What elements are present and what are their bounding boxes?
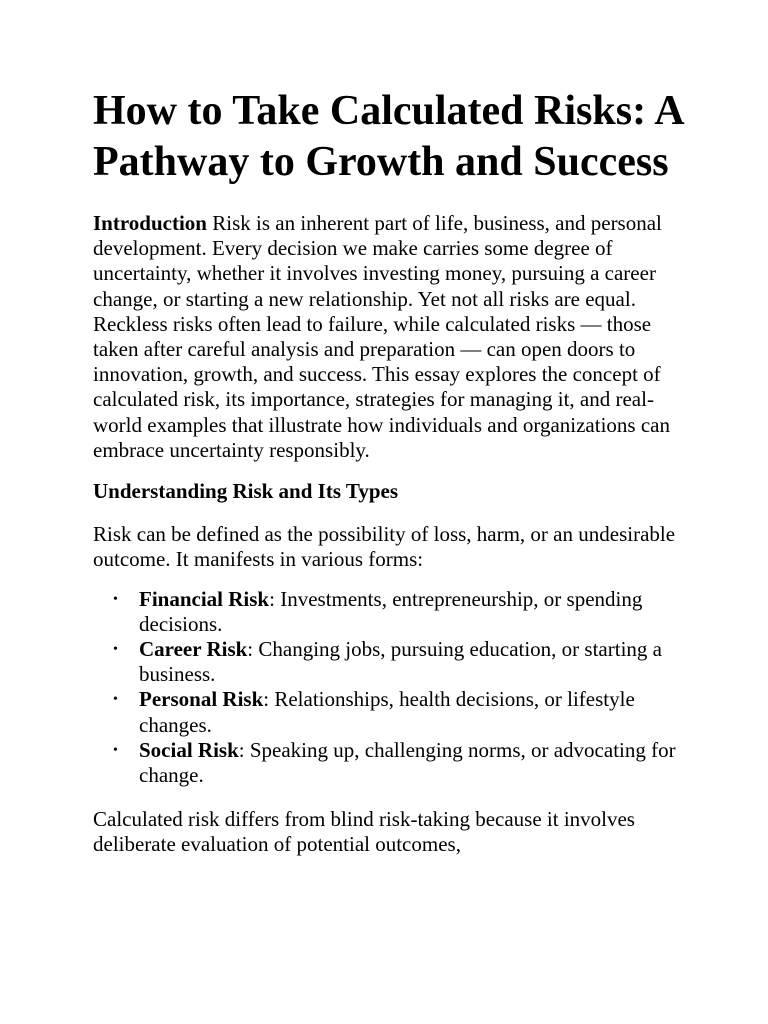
section-lead-paragraph: Risk can be defined as the possibility of loss, harm, or an undesirable outcome. It manifests in various forms: bbox=[93, 522, 676, 572]
list-item-social-risk bbox=[113, 737, 683, 788]
list-item-financial-risk bbox=[113, 586, 683, 637]
document-title: How to Take Calculated Risks: A Pathway to Growth and Success bbox=[93, 88, 683, 185]
intro-label: Introduction bbox=[93, 211, 207, 235]
list-item-desc: : Relationships, health decisions, or lifestyle changes. bbox=[139, 687, 635, 737]
risk-types-list bbox=[93, 587, 683, 789]
list-item-personal-risk bbox=[113, 687, 683, 737]
list-item-term: Financial Risk bbox=[139, 586, 270, 611]
intro-paragraph bbox=[93, 211, 683, 463]
list-item-desc: : Changing jobs, pursuing education, or starting a business. bbox=[139, 637, 662, 687]
bullet-icon: • bbox=[113, 642, 118, 658]
bullet-icon: • bbox=[113, 692, 118, 708]
intro-text: Risk is an inherent part of life, business, and personal development. Every decision we make carries some degree of uncertainty, whether it involves investing money, pursuing a career change, or starting a new relationship. Yet not all risks are equal. Reckless risks often lead to failure, while calculated risks — those taken after careful analysis and preparation — can open doors to innovation, growth, and success. This essay explores the concept of calculated risk, its importance, strategies for managing it, and real-world examples that illustrate how individuals and organizations can embrace uncertainty responsibly. bbox=[93, 211, 670, 462]
document-page bbox=[93, 86, 683, 858]
list-item-desc: : Speaking up, challenging norms, or advocating for change. bbox=[139, 737, 676, 788]
bullet-icon: • bbox=[113, 742, 118, 758]
bullet-icon: • bbox=[113, 591, 118, 607]
list-item-term: Social Risk bbox=[139, 737, 239, 762]
list-item-desc: : Investments, entrepreneurship, or spending decisions. bbox=[139, 586, 643, 636]
list-item-term: Career Risk bbox=[139, 637, 248, 662]
section-heading: Understanding Risk and Its Types bbox=[93, 479, 398, 504]
list-item-term: Personal Risk bbox=[139, 687, 264, 712]
list-item-career-risk bbox=[113, 637, 683, 687]
closing-paragraph: Calculated risk differs from blind risk-taking because it involves deliberate evaluation of potential outcomes, bbox=[93, 807, 635, 857]
